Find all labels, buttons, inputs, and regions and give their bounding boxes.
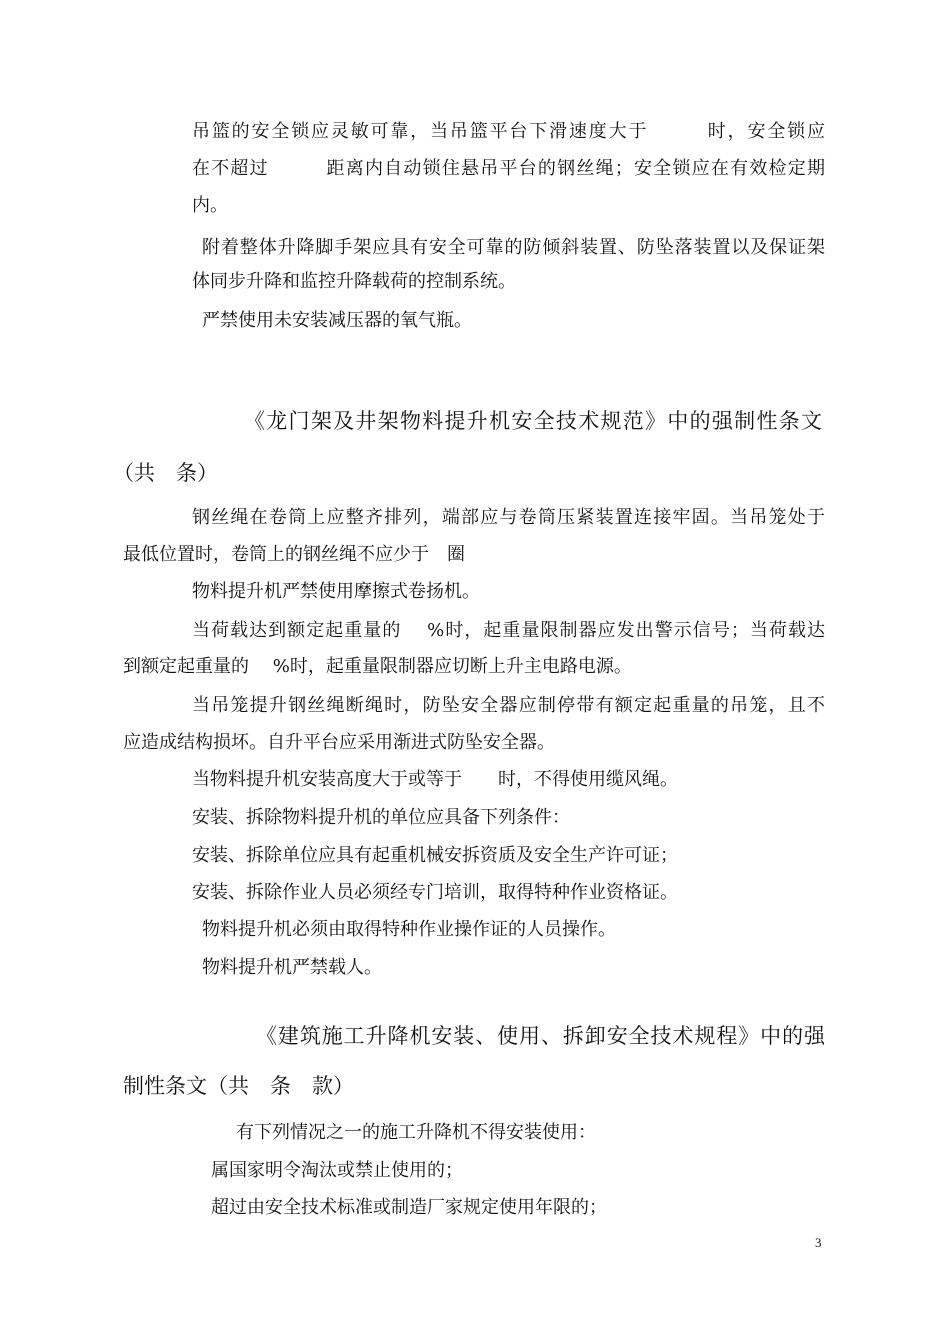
text-line: 安装、拆除单位应具有起重机械安拆资质及安全生产许可证； [192, 845, 678, 866]
text-line: 附着整体升降脚手架应具有安全可靠的防倾斜装置、防坠落装置以及保证架 [202, 237, 825, 258]
text-line: 到额定起重量的 %时，起重量限制器应切断上升主电路电源。 [123, 656, 632, 677]
page-number: 3 [815, 1235, 822, 1250]
text-line: 最低位置时，卷筒上的钢丝绳不应少于 圈 [123, 544, 465, 565]
text-line: 超过由安全技术标准或制造厂家规定使用年限的； [211, 1197, 607, 1218]
text-line: 物料提升机严禁载人。 [202, 957, 382, 978]
text-line: 安装、拆除作业人员必须经专门培训，取得特种作业资格证。 [192, 882, 678, 903]
text-line: 应造成结构损坏。自升平台应采用渐进式防坠安全器。 [123, 732, 555, 753]
text-line: 物料提升机必须由取得特种作业操作证的人员操作。 [202, 919, 616, 940]
text-line: 吊篮的安全锁应灵敏可靠，当吊篮平台下滑速度大于 时，安全锁应 [192, 121, 825, 142]
text-line: 内。 [192, 195, 228, 216]
text-line: 当吊笼提升钢丝绳断绳时，防坠安全器应制停带有额定起重量的吊笼，且不 [192, 695, 825, 716]
text-line: 属国家明令淘汰或禁止使用的； [211, 1160, 463, 1181]
section-heading: 《建筑施工升降机安装、使用、拆卸安全技术规程》中的强 [256, 1024, 825, 1048]
text-line: 当荷载达到额定起重量的 %时，起重量限制器应发出警示信号；当荷载达 [192, 620, 825, 641]
text-line: 有下列情况之一的施工升降机不得安装使用： [236, 1122, 596, 1143]
text-line: 严禁使用未安装减压器的氧气瓶。 [202, 310, 472, 331]
section-heading: 《龙门架及井架物料提升机安全技术规范》中的强制性条文 [244, 409, 822, 433]
section-heading: 制性条文（共 条 款） [123, 1074, 354, 1098]
section-heading: （共 条） [113, 461, 218, 485]
text-line: 体同步升降和监控升降载荷的控制系统。 [192, 271, 516, 292]
text-line: 钢丝绳在卷筒上应整齐排列，端部应与卷筒压紧装置连接牢固。当吊笼处于 [192, 507, 825, 528]
text-line: 在不超过 距离内自动锁住悬吊平台的钢丝绳；安全锁应在有效检定期 [192, 158, 825, 179]
text-line: 物料提升机严禁使用摩擦式卷扬机。 [192, 581, 480, 602]
text-line: 当物料提升机安装高度大于或等于 时，不得使用缆风绳。 [192, 769, 678, 790]
text-line: 安装、拆除物料提升机的单位应具备下列条件： [192, 807, 570, 828]
